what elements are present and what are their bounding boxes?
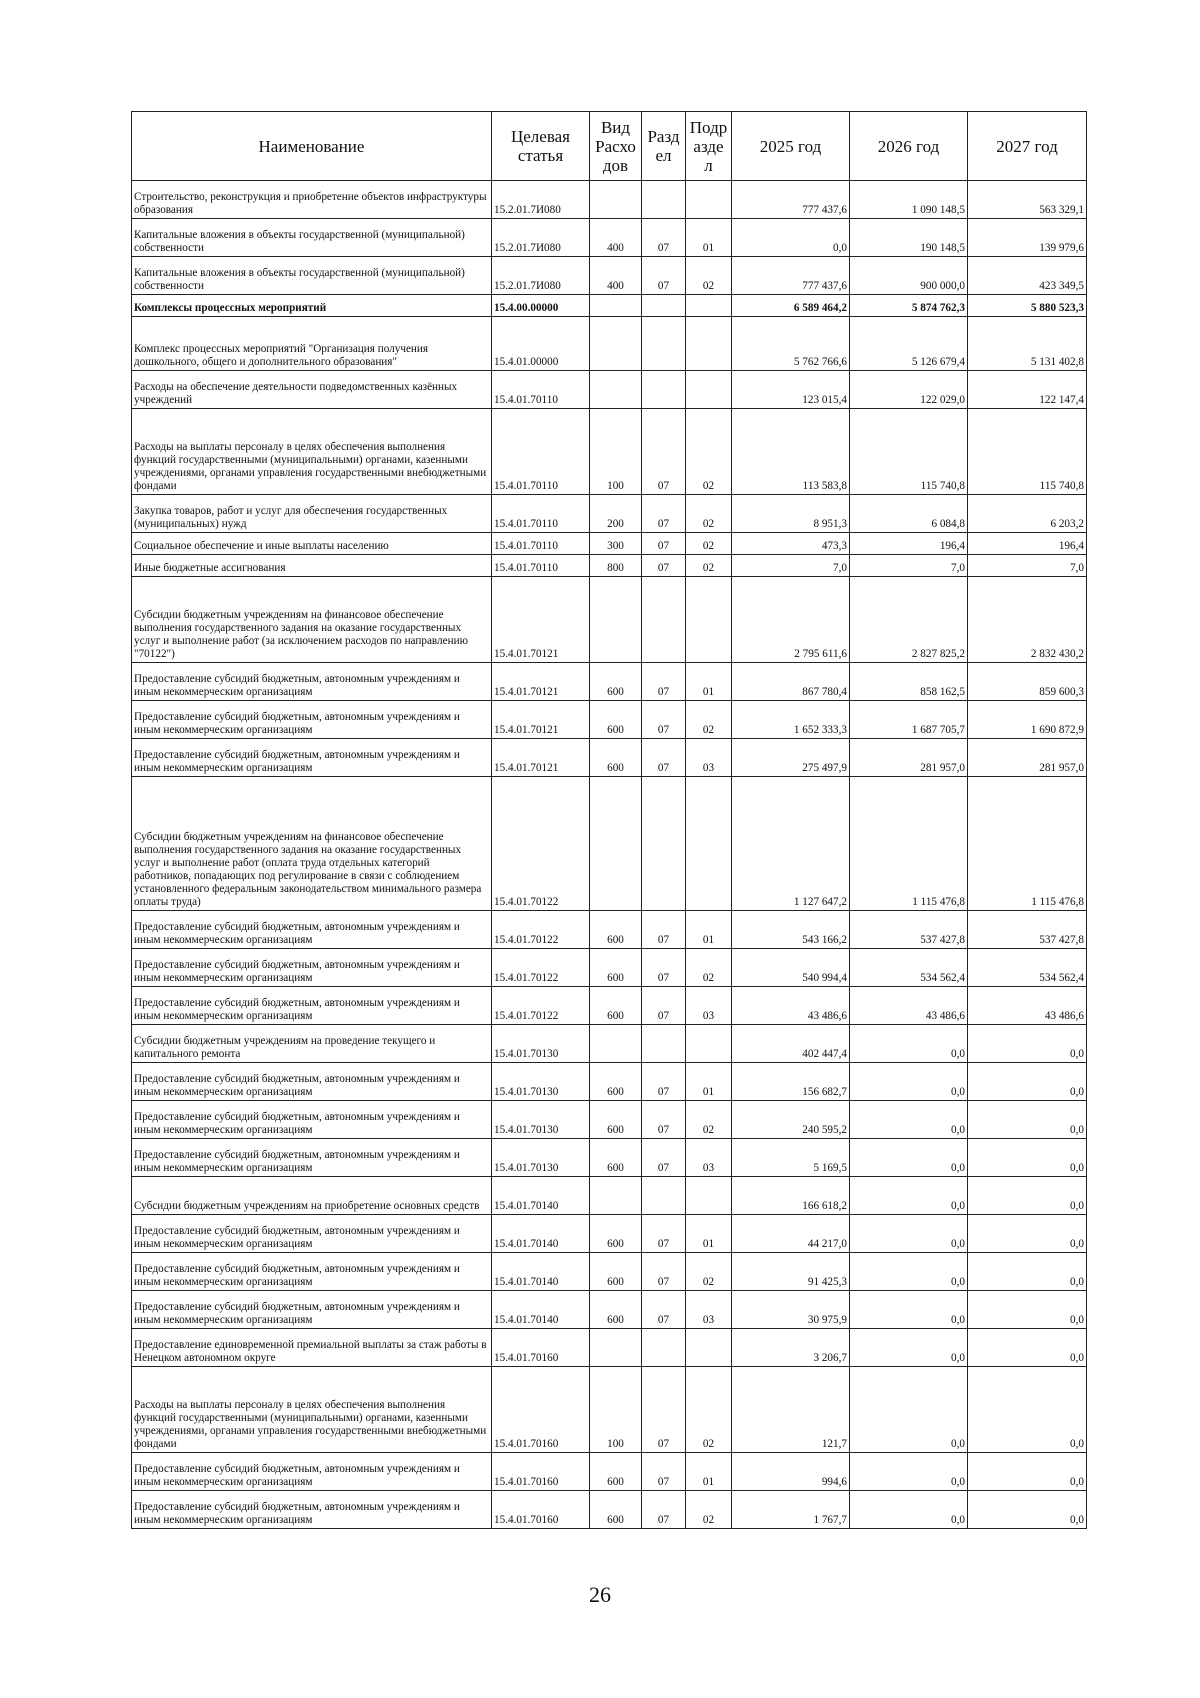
- table-row: [132, 663, 1087, 701]
- row-value-2025-cell: 1 127 647,2: [732, 777, 850, 911]
- row-subsection-cell: 02: [686, 949, 732, 987]
- header-name: Наименование: [132, 112, 492, 181]
- row-value-2025-cell: 543 166,2: [732, 911, 850, 949]
- row-subsection-cell: 02: [686, 495, 732, 533]
- table-row: [132, 1177, 1087, 1215]
- row-subsection-cell: [686, 317, 732, 371]
- table-row: [132, 1139, 1087, 1177]
- row-subsection-cell: 02: [686, 533, 732, 555]
- row-target-article-cell: 15.4.01.70122: [492, 949, 590, 987]
- row-section-cell: [642, 317, 686, 371]
- row-value-2025-cell: 0,0: [732, 219, 850, 257]
- row-name-cell: Предоставление субсидий бюджетным, автономным учреждениям и иным некоммерческим организациям: [132, 1215, 492, 1253]
- row-value-2025-cell: 275 497,9: [732, 739, 850, 777]
- row-expense-type-cell: 600: [590, 949, 642, 987]
- row-name-cell: Капитальные вложения в объекты государственной (муниципальной) собственности: [132, 219, 492, 257]
- row-subsection-cell: 02: [686, 409, 732, 495]
- row-expense-type-cell: 600: [590, 701, 642, 739]
- row-expense-type-cell: [590, 371, 642, 409]
- row-value-2027-cell: 281 957,0: [968, 739, 1087, 777]
- row-expense-type-cell: 800: [590, 555, 642, 577]
- row-subsection-cell: [686, 295, 732, 317]
- row-value-2025-cell: 91 425,3: [732, 1253, 850, 1291]
- row-name-cell: Расходы на обеспечение деятельности подведомственных казённых учреждений: [132, 371, 492, 409]
- row-value-2025-cell: 166 618,2: [732, 1177, 850, 1215]
- row-name-cell: Предоставление субсидий бюджетным, автономным учреждениям и иным некоммерческим организациям: [132, 701, 492, 739]
- row-name-cell: Предоставление субсидий бюджетным, автономным учреждениям и иным некоммерческим организациям: [132, 987, 492, 1025]
- row-section-cell: [642, 577, 686, 663]
- row-value-2026-cell: 1 115 476,8: [850, 777, 968, 911]
- row-value-2025-cell: 240 595,2: [732, 1101, 850, 1139]
- row-value-2026-cell: 537 427,8: [850, 911, 968, 949]
- row-subsection-cell: 02: [686, 1101, 732, 1139]
- row-name-cell: Предоставление субсидий бюджетным, автономным учреждениям и иным некоммерческим организациям: [132, 1139, 492, 1177]
- row-name-cell: Предоставление субсидий бюджетным, автономным учреждениям и иным некоммерческим организациям: [132, 739, 492, 777]
- row-name-cell: Предоставление субсидий бюджетным, автономным учреждениям и иным некоммерческим организациям: [132, 1101, 492, 1139]
- row-name-cell: Предоставление субсидий бюджетным, автономным учреждениям и иным некоммерческим организациям: [132, 1291, 492, 1329]
- table-row: [132, 257, 1087, 295]
- row-value-2027-cell: 859 600,3: [968, 663, 1087, 701]
- table-row: [132, 181, 1087, 219]
- row-target-article-cell: 15.4.00.00000: [492, 295, 590, 317]
- table-row: [132, 1453, 1087, 1491]
- row-value-2026-cell: 5 874 762,3: [850, 295, 968, 317]
- row-subsection-cell: [686, 577, 732, 663]
- row-value-2027-cell: 139 979,6: [968, 219, 1087, 257]
- row-value-2026-cell: 2 827 825,2: [850, 577, 968, 663]
- row-expense-type-cell: 100: [590, 409, 642, 495]
- table-row: [132, 701, 1087, 739]
- row-value-2026-cell: 196,4: [850, 533, 968, 555]
- row-section-cell: 07: [642, 1063, 686, 1101]
- row-target-article-cell: 15.4.01.70140: [492, 1253, 590, 1291]
- row-expense-type-cell: 600: [590, 739, 642, 777]
- row-section-cell: 07: [642, 1215, 686, 1253]
- table-row: [132, 1291, 1087, 1329]
- row-subsection-cell: 01: [686, 219, 732, 257]
- row-subsection-cell: 03: [686, 739, 732, 777]
- row-value-2026-cell: 281 957,0: [850, 739, 968, 777]
- row-value-2025-cell: 113 583,8: [732, 409, 850, 495]
- row-target-article-cell: 15.4.01.70122: [492, 987, 590, 1025]
- row-value-2026-cell: 0,0: [850, 1177, 968, 1215]
- row-value-2027-cell: 0,0: [968, 1063, 1087, 1101]
- row-target-article-cell: 15.4.01.70110: [492, 409, 590, 495]
- row-value-2026-cell: 0,0: [850, 1253, 968, 1291]
- row-target-article-cell: 15.4.01.70140: [492, 1291, 590, 1329]
- row-expense-type-cell: [590, 295, 642, 317]
- row-section-cell: 07: [642, 555, 686, 577]
- row-value-2027-cell: 537 427,8: [968, 911, 1087, 949]
- row-expense-type-cell: [590, 1177, 642, 1215]
- row-value-2026-cell: 0,0: [850, 1025, 968, 1063]
- row-section-cell: [642, 1329, 686, 1367]
- row-expense-type-cell: [590, 1025, 642, 1063]
- table-row: [132, 777, 1087, 911]
- row-value-2025-cell: 30 975,9: [732, 1291, 850, 1329]
- row-name-cell: Строительство, реконструкция и приобретение объектов инфраструктуры образования: [132, 181, 492, 219]
- row-value-2026-cell: 190 148,5: [850, 219, 968, 257]
- row-value-2026-cell: 0,0: [850, 1063, 968, 1101]
- row-subsection-cell: 01: [686, 911, 732, 949]
- table-row: [132, 371, 1087, 409]
- row-name-cell: Комплекс процессных мероприятий "Организация получения дошкольного, общего и дополнительного образования": [132, 317, 492, 371]
- row-section-cell: [642, 181, 686, 219]
- table-row: [132, 1063, 1087, 1101]
- row-expense-type-cell: [590, 317, 642, 371]
- row-value-2026-cell: 7,0: [850, 555, 968, 577]
- row-value-2025-cell: 156 682,7: [732, 1063, 850, 1101]
- table-row: [132, 495, 1087, 533]
- header-year-2026: 2026 год: [850, 112, 968, 181]
- table-row: [132, 1101, 1087, 1139]
- row-value-2027-cell: 0,0: [968, 1215, 1087, 1253]
- table-body: [132, 181, 1087, 1529]
- row-section-cell: 07: [642, 1101, 686, 1139]
- header-subsection: Подр азде л: [686, 112, 732, 181]
- row-section-cell: 07: [642, 987, 686, 1025]
- row-target-article-cell: 15.4.01.70130: [492, 1025, 590, 1063]
- row-subsection-cell: 01: [686, 663, 732, 701]
- row-section-cell: 07: [642, 1291, 686, 1329]
- row-subsection-cell: 02: [686, 555, 732, 577]
- row-subsection-cell: 02: [686, 257, 732, 295]
- row-value-2027-cell: 0,0: [968, 1253, 1087, 1291]
- row-value-2026-cell: 1 090 148,5: [850, 181, 968, 219]
- row-name-cell: Предоставление субсидий бюджетным, автономным учреждениям и иным некоммерческим организациям: [132, 911, 492, 949]
- row-expense-type-cell: 600: [590, 911, 642, 949]
- row-expense-type-cell: 600: [590, 1491, 642, 1529]
- row-value-2026-cell: 6 084,8: [850, 495, 968, 533]
- row-value-2027-cell: 2 832 430,2: [968, 577, 1087, 663]
- row-expense-type-cell: 600: [590, 1215, 642, 1253]
- row-target-article-cell: 15.2.01.7И080: [492, 257, 590, 295]
- row-value-2025-cell: 1 652 333,3: [732, 701, 850, 739]
- row-value-2025-cell: 5 762 766,6: [732, 317, 850, 371]
- row-expense-type-cell: [590, 181, 642, 219]
- row-value-2026-cell: 122 029,0: [850, 371, 968, 409]
- row-value-2026-cell: 900 000,0: [850, 257, 968, 295]
- row-name-cell: Комплексы процессных мероприятий: [132, 295, 492, 317]
- table-row: [132, 949, 1087, 987]
- row-value-2026-cell: 43 486,6: [850, 987, 968, 1025]
- row-expense-type-cell: 300: [590, 533, 642, 555]
- table-row: [132, 555, 1087, 577]
- row-subsection-cell: 01: [686, 1063, 732, 1101]
- row-target-article-cell: 15.4.01.70110: [492, 555, 590, 577]
- row-value-2025-cell: 777 437,6: [732, 257, 850, 295]
- row-value-2027-cell: 0,0: [968, 1177, 1087, 1215]
- row-target-article-cell: 15.2.01.7И080: [492, 181, 590, 219]
- row-section-cell: 07: [642, 739, 686, 777]
- row-value-2027-cell: 43 486,6: [968, 987, 1087, 1025]
- row-target-article-cell: 15.4.01.70110: [492, 533, 590, 555]
- row-value-2025-cell: 44 217,0: [732, 1215, 850, 1253]
- page-number: 26: [589, 1582, 611, 1607]
- row-section-cell: 07: [642, 495, 686, 533]
- table-row: [132, 739, 1087, 777]
- row-target-article-cell: 15.4.01.00000: [492, 317, 590, 371]
- row-value-2025-cell: 994,6: [732, 1453, 850, 1491]
- row-subsection-cell: 02: [686, 1253, 732, 1291]
- row-value-2025-cell: 473,3: [732, 533, 850, 555]
- row-value-2027-cell: 115 740,8: [968, 409, 1087, 495]
- row-name-cell: Предоставление субсидий бюджетным, автономным учреждениям и иным некоммерческим организациям: [132, 949, 492, 987]
- row-name-cell: Субсидии бюджетным учреждениям на приобретение основных средств: [132, 1177, 492, 1215]
- row-value-2026-cell: 115 740,8: [850, 409, 968, 495]
- row-value-2025-cell: 5 169,5: [732, 1139, 850, 1177]
- row-name-cell: Капитальные вложения в объекты государственной (муниципальной) собственности: [132, 257, 492, 295]
- row-subsection-cell: [686, 181, 732, 219]
- row-value-2027-cell: 1 690 872,9: [968, 701, 1087, 739]
- row-value-2026-cell: 1 687 705,7: [850, 701, 968, 739]
- row-value-2027-cell: 1 115 476,8: [968, 777, 1087, 911]
- row-subsection-cell: 01: [686, 1215, 732, 1253]
- table-row: [132, 911, 1087, 949]
- table-row: [132, 1215, 1087, 1253]
- row-section-cell: [642, 295, 686, 317]
- row-expense-type-cell: [590, 577, 642, 663]
- table-row: [132, 1329, 1087, 1367]
- row-value-2025-cell: 1 767,7: [732, 1491, 850, 1529]
- row-value-2025-cell: 2 795 611,6: [732, 577, 850, 663]
- row-value-2025-cell: 3 206,7: [732, 1329, 850, 1367]
- row-section-cell: 07: [642, 1453, 686, 1491]
- row-section-cell: 07: [642, 663, 686, 701]
- row-subsection-cell: 02: [686, 1491, 732, 1529]
- row-name-cell: Предоставление субсидий бюджетным, автономным учреждениям и иным некоммерческим организациям: [132, 1253, 492, 1291]
- table-row: [132, 577, 1087, 663]
- row-value-2027-cell: 6 203,2: [968, 495, 1087, 533]
- row-value-2027-cell: 0,0: [968, 1139, 1087, 1177]
- row-target-article-cell: 15.4.01.70121: [492, 577, 590, 663]
- row-value-2025-cell: 43 486,6: [732, 987, 850, 1025]
- row-section-cell: 07: [642, 1139, 686, 1177]
- row-expense-type-cell: [590, 777, 642, 911]
- header-target-article: Целевая статья: [492, 112, 590, 181]
- row-subsection-cell: 03: [686, 1291, 732, 1329]
- row-name-cell: Субсидии бюджетным учреждениям на проведение текущего и капитального ремонта: [132, 1025, 492, 1063]
- row-value-2026-cell: 0,0: [850, 1101, 968, 1139]
- row-target-article-cell: 15.4.01.70130: [492, 1139, 590, 1177]
- row-target-article-cell: 15.4.01.70160: [492, 1491, 590, 1529]
- row-target-article-cell: 15.4.01.70121: [492, 701, 590, 739]
- row-name-cell: Предоставление единовременной премиальной выплаты за стаж работы в Ненецком автономном округе: [132, 1329, 492, 1367]
- row-subsection-cell: 03: [686, 987, 732, 1025]
- row-value-2027-cell: 0,0: [968, 1329, 1087, 1367]
- row-section-cell: 07: [642, 257, 686, 295]
- row-value-2027-cell: 122 147,4: [968, 371, 1087, 409]
- row-expense-type-cell: [590, 1329, 642, 1367]
- row-target-article-cell: 15.4.01.70130: [492, 1101, 590, 1139]
- row-subsection-cell: [686, 1177, 732, 1215]
- row-value-2026-cell: 5 126 679,4: [850, 317, 968, 371]
- row-section-cell: 07: [642, 701, 686, 739]
- table-header-row: [132, 112, 1087, 181]
- row-section-cell: [642, 1025, 686, 1063]
- row-name-cell: Предоставление субсидий бюджетным, автономным учреждениям и иным некоммерческим организациям: [132, 1453, 492, 1491]
- row-value-2026-cell: 0,0: [850, 1215, 968, 1253]
- row-expense-type-cell: 100: [590, 1367, 642, 1453]
- table-row: [132, 317, 1087, 371]
- row-section-cell: 07: [642, 1491, 686, 1529]
- row-target-article-cell: 15.4.01.70122: [492, 777, 590, 911]
- row-expense-type-cell: 600: [590, 1139, 642, 1177]
- table-row: [132, 1491, 1087, 1529]
- row-value-2025-cell: 777 437,6: [732, 181, 850, 219]
- row-name-cell: Субсидии бюджетным учреждениям на финансовое обеспечение выполнения государственного задания на оказание государственных услуг и выполнение работ (за исключением расходов по направлению "70122"): [132, 577, 492, 663]
- row-subsection-cell: 03: [686, 1139, 732, 1177]
- budget-table: [131, 111, 1087, 1529]
- row-value-2025-cell: 121,7: [732, 1367, 850, 1453]
- table-row: [132, 295, 1087, 317]
- table-row: [132, 1253, 1087, 1291]
- row-value-2026-cell: 0,0: [850, 1491, 968, 1529]
- header-year-2027: 2027 год: [968, 112, 1087, 181]
- row-value-2025-cell: 123 015,4: [732, 371, 850, 409]
- row-target-article-cell: 15.4.01.70140: [492, 1215, 590, 1253]
- row-value-2025-cell: 867 780,4: [732, 663, 850, 701]
- table-row: [132, 1025, 1087, 1063]
- row-name-cell: Субсидии бюджетным учреждениям на финансовое обеспечение выполнения государственного задания на оказание государственных услуг и выполнение работ (оплата труда отдельных категорий работников, попадающих под регулирование в связи с соблюдением установленного федеральным законодательством минимального размера оплаты труда): [132, 777, 492, 911]
- row-name-cell: Расходы на выплаты персоналу в целях обеспечения выполнения функций государственными (муниципальными) органами, казенными учреждениями, органами управления государственными внебюджетными фондами: [132, 1367, 492, 1453]
- row-subsection-cell: [686, 1025, 732, 1063]
- row-value-2027-cell: 0,0: [968, 1291, 1087, 1329]
- row-value-2027-cell: 7,0: [968, 555, 1087, 577]
- row-target-article-cell: 15.4.01.70160: [492, 1453, 590, 1491]
- row-section-cell: 07: [642, 409, 686, 495]
- row-section-cell: [642, 1177, 686, 1215]
- row-expense-type-cell: 600: [590, 1291, 642, 1329]
- row-target-article-cell: 15.4.01.70121: [492, 739, 590, 777]
- row-value-2025-cell: 8 951,3: [732, 495, 850, 533]
- row-section-cell: [642, 371, 686, 409]
- row-value-2027-cell: 534 562,4: [968, 949, 1087, 987]
- row-expense-type-cell: 600: [590, 1253, 642, 1291]
- row-target-article-cell: 15.4.01.70110: [492, 495, 590, 533]
- row-expense-type-cell: 400: [590, 219, 642, 257]
- row-section-cell: 07: [642, 1367, 686, 1453]
- row-section-cell: 07: [642, 911, 686, 949]
- row-section-cell: 07: [642, 219, 686, 257]
- row-target-article-cell: 15.2.01.7И080: [492, 219, 590, 257]
- row-value-2025-cell: 540 994,4: [732, 949, 850, 987]
- row-value-2027-cell: 423 349,5: [968, 257, 1087, 295]
- row-section-cell: 07: [642, 1253, 686, 1291]
- row-expense-type-cell: 200: [590, 495, 642, 533]
- row-value-2027-cell: 0,0: [968, 1025, 1087, 1063]
- row-value-2027-cell: 0,0: [968, 1453, 1087, 1491]
- row-value-2026-cell: 0,0: [850, 1291, 968, 1329]
- row-value-2027-cell: 196,4: [968, 533, 1087, 555]
- row-subsection-cell: 02: [686, 1367, 732, 1453]
- table-row: [132, 1367, 1087, 1453]
- row-value-2027-cell: 0,0: [968, 1367, 1087, 1453]
- row-name-cell: Закупка товаров, работ и услуг для обеспечения государственных (муниципальных) нужд: [132, 495, 492, 533]
- row-target-article-cell: 15.4.01.70122: [492, 911, 590, 949]
- row-value-2025-cell: 402 447,4: [732, 1025, 850, 1063]
- table-row: [132, 219, 1087, 257]
- row-target-article-cell: 15.4.01.70160: [492, 1367, 590, 1453]
- row-expense-type-cell: 600: [590, 1101, 642, 1139]
- row-target-article-cell: 15.4.01.70110: [492, 371, 590, 409]
- row-value-2027-cell: 0,0: [968, 1491, 1087, 1529]
- row-section-cell: 07: [642, 533, 686, 555]
- row-expense-type-cell: 400: [590, 257, 642, 295]
- row-name-cell: Предоставление субсидий бюджетным, автономным учреждениям и иным некоммерческим организациям: [132, 663, 492, 701]
- row-value-2026-cell: 0,0: [850, 1139, 968, 1177]
- table-row: [132, 987, 1087, 1025]
- row-value-2026-cell: 858 162,5: [850, 663, 968, 701]
- row-target-article-cell: 15.4.01.70121: [492, 663, 590, 701]
- row-expense-type-cell: 600: [590, 663, 642, 701]
- row-value-2027-cell: 5 131 402,8: [968, 317, 1087, 371]
- row-value-2026-cell: 534 562,4: [850, 949, 968, 987]
- row-value-2026-cell: 0,0: [850, 1453, 968, 1491]
- row-expense-type-cell: 600: [590, 987, 642, 1025]
- header-year-2025: 2025 год: [732, 112, 850, 181]
- row-section-cell: [642, 777, 686, 911]
- row-subsection-cell: [686, 371, 732, 409]
- row-value-2026-cell: 0,0: [850, 1329, 968, 1367]
- table-row: [132, 409, 1087, 495]
- row-subsection-cell: 01: [686, 1453, 732, 1491]
- row-subsection-cell: [686, 1329, 732, 1367]
- row-name-cell: Расходы на выплаты персоналу в целях обеспечения выполнения функций государственными (муниципальными) органами, казенными учреждениями, органами управления государственными внебюджетными фондами: [132, 409, 492, 495]
- row-section-cell: 07: [642, 949, 686, 987]
- row-subsection-cell: 02: [686, 701, 732, 739]
- row-expense-type-cell: 600: [590, 1063, 642, 1101]
- row-value-2027-cell: 563 329,1: [968, 181, 1087, 219]
- row-name-cell: Предоставление субсидий бюджетным, автономным учреждениям и иным некоммерческим организациям: [132, 1063, 492, 1101]
- row-value-2026-cell: 0,0: [850, 1367, 968, 1453]
- table-row: [132, 533, 1087, 555]
- row-target-article-cell: 15.4.01.70130: [492, 1063, 590, 1101]
- row-name-cell: Иные бюджетные ассигнования: [132, 555, 492, 577]
- row-expense-type-cell: 600: [590, 1453, 642, 1491]
- header-expense-type: Вид Расхо дов: [590, 112, 642, 181]
- row-value-2025-cell: 6 589 464,2: [732, 295, 850, 317]
- row-name-cell: Предоставление субсидий бюджетным, автономным учреждениям и иным некоммерческим организациям: [132, 1491, 492, 1529]
- row-value-2027-cell: 0,0: [968, 1101, 1087, 1139]
- row-target-article-cell: 15.4.01.70140: [492, 1177, 590, 1215]
- row-value-2025-cell: 7,0: [732, 555, 850, 577]
- row-value-2027-cell: 5 880 523,3: [968, 295, 1087, 317]
- row-subsection-cell: [686, 777, 732, 911]
- row-name-cell: Социальное обеспечение и иные выплаты населению: [132, 533, 492, 555]
- header-section: Разд ел: [642, 112, 686, 181]
- row-target-article-cell: 15.4.01.70160: [492, 1329, 590, 1367]
